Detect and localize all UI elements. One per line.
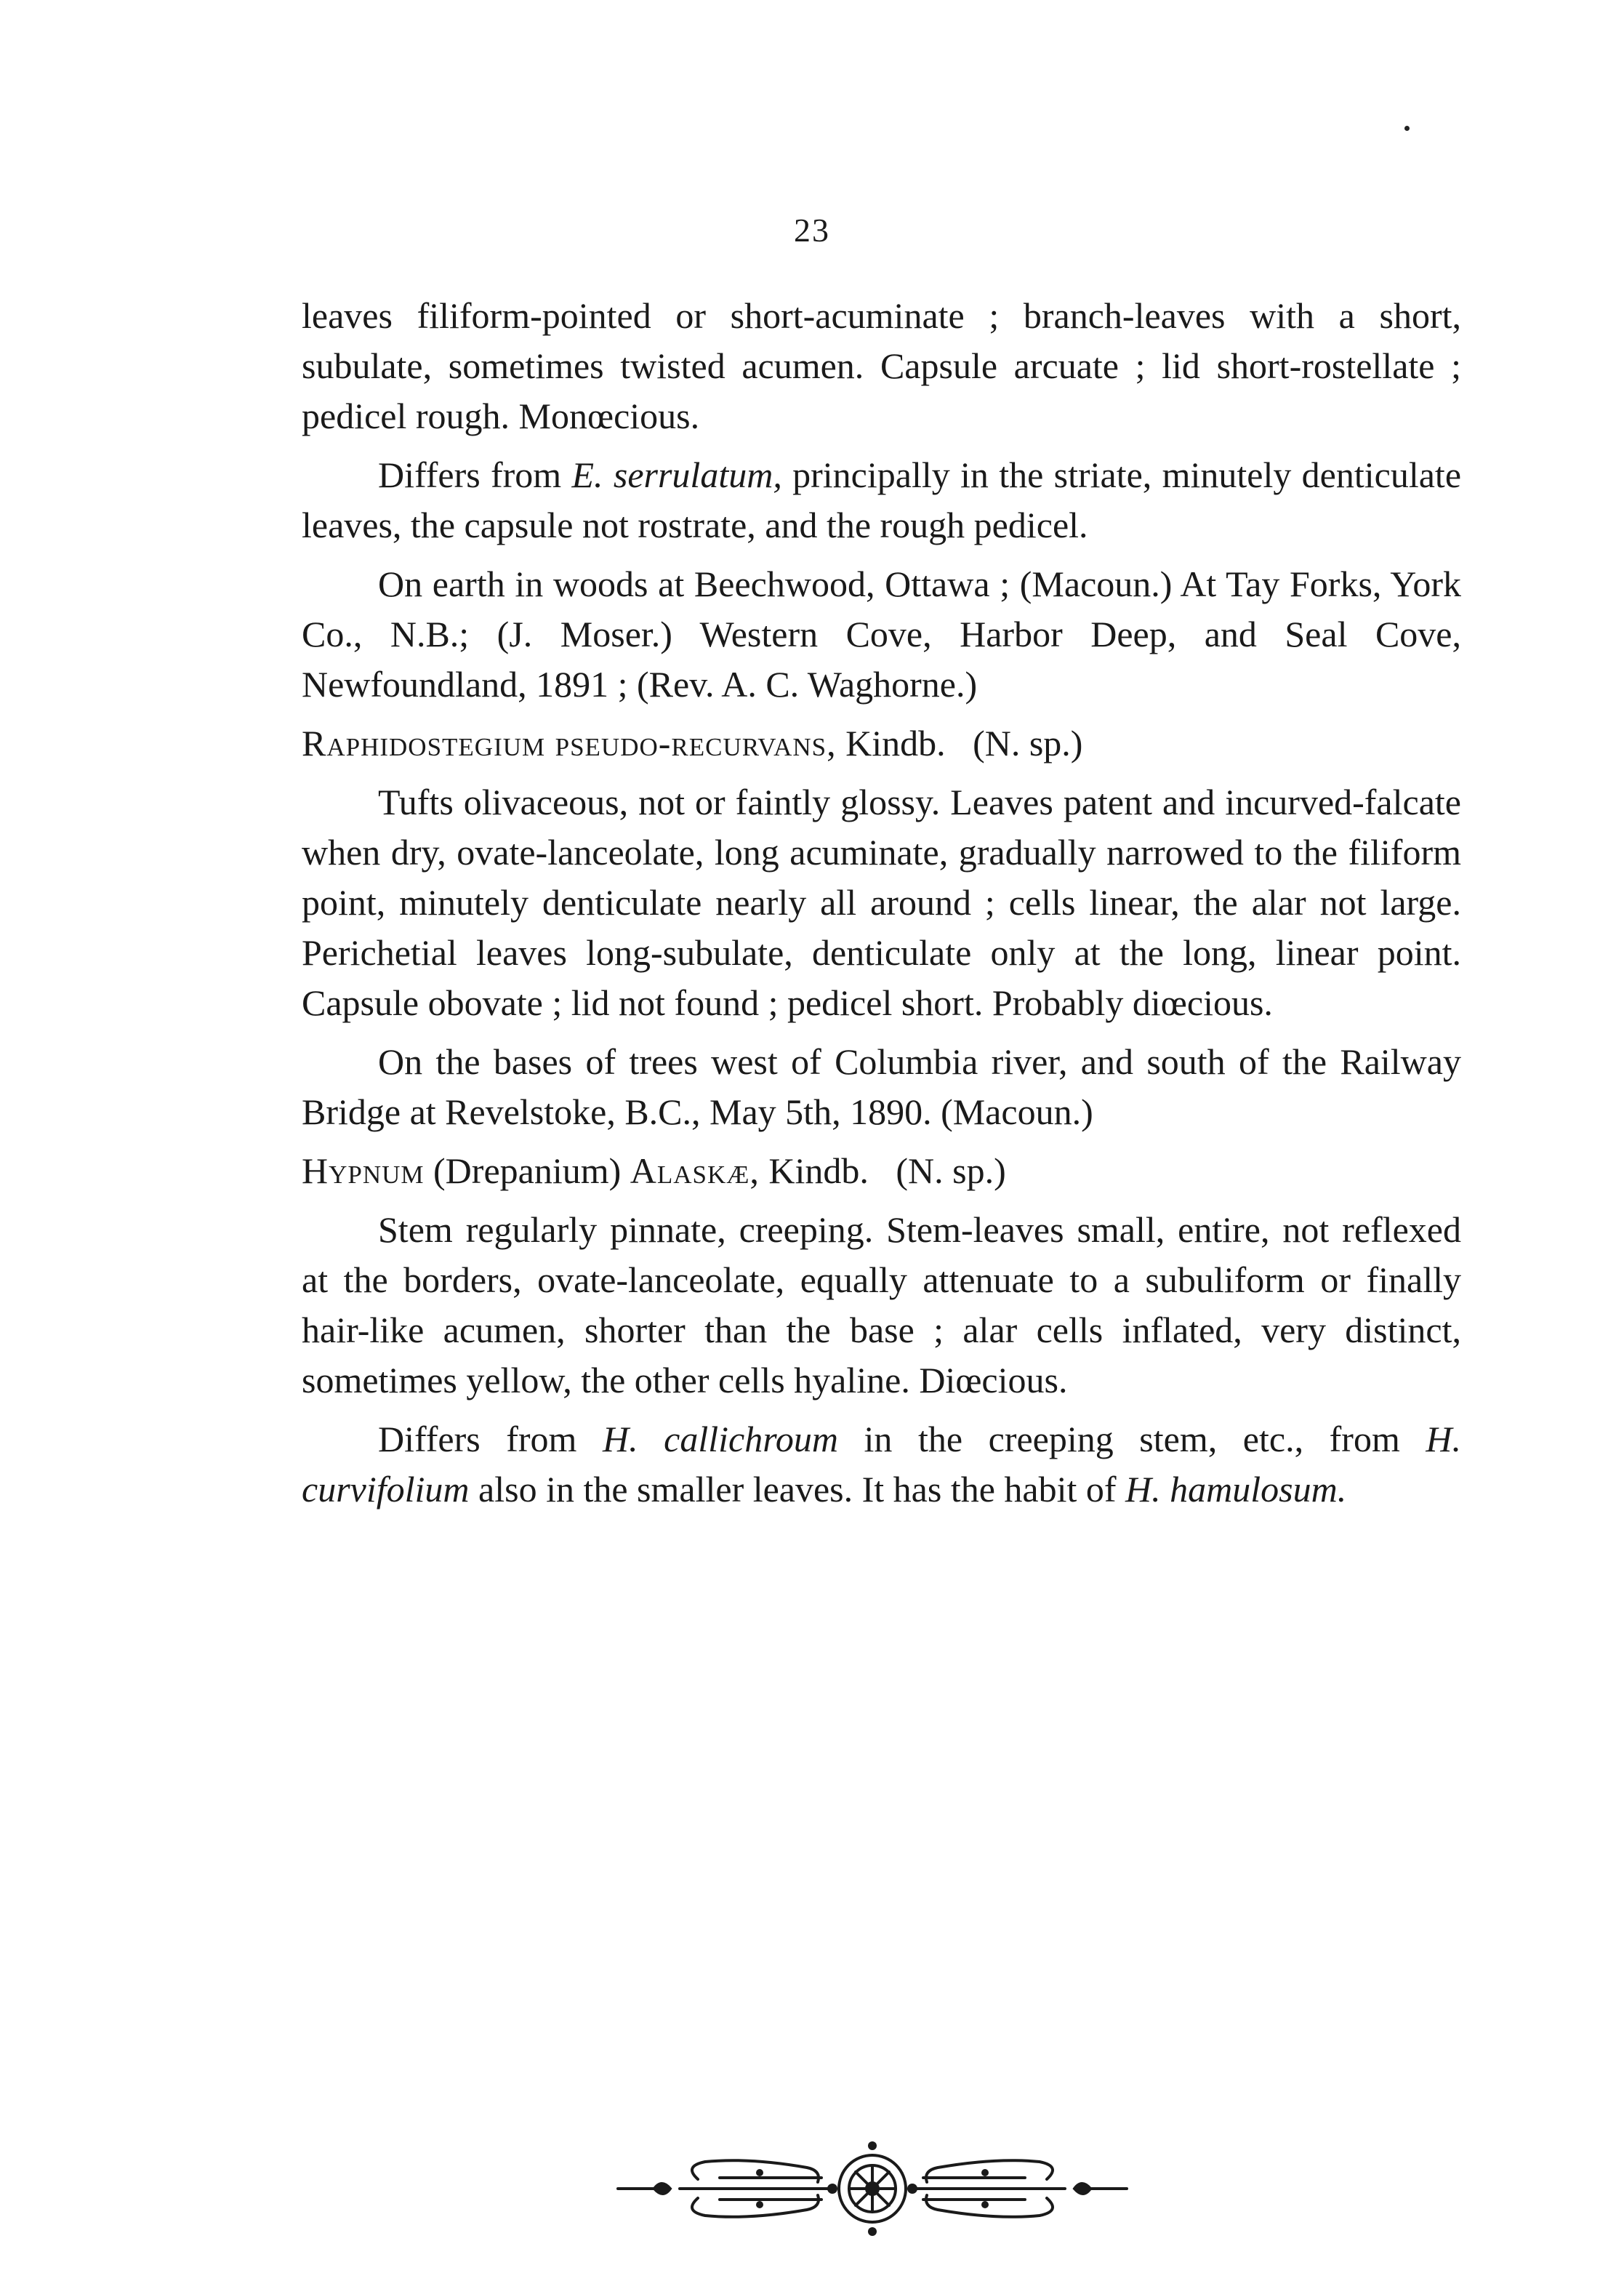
species-name-italic: H. curvifolium [302,1419,1462,1510]
paragraph-description-continued: leaves filiform-pointed or short-acuminate ; branch-leaves with a short, subulate, sometimes twisted acumen. Capsule arcuate ; lid short-rostellate ; pedicel rough. Monœcious. [302,295,1461,436]
paragraph-differs-from-serrulatum [302,450,1461,550]
species-note: (N. sp.) [945,723,1083,763]
paragraph-raphidostegium-description: Tufts olivaceous, not or faintly glossy. Leaves patent and incurved-falcate when dry, ovate-lanceolate, long acuminate, gradually narrowed to the filiform point, minutely denticulate nearly all around ; cells linear, the alar not large. Perichetial leaves long-subulate, denticulate only at the long, linear point. Capsule obovate ; lid not found ; pedicel short. Probably diœcious. [302,782,1461,1023]
stray-dot [1404,126,1410,131]
species-name-italic: H. callichroum [603,1419,838,1459]
species-name-italic: H. hamulosum. [1125,1469,1347,1510]
paragraph-closing-comparison [302,1414,1461,1515]
paragraph-text: principally in the striate, minutely denticulate leaves, the capsule not rostrate, and the rough pedicel. [302,454,1462,545]
paragraph-hypnum-description: Stem regularly pinnate, creeping. Stem-leaves small, entire, not reflexed at the borders, ovate-lanceolate, equally attenuate to a subuliform or finally hair-like acumen, shorter than the base ; alar cells inflated, very distinct, sometimes yellow, the other cells hyaline. Diœcious. [302,1209,1461,1400]
paragraph-raphidostegium-locality: On the bases of trees west of Columbia river, and south of the Railway Bridge at Revelstoke, B.C., May 5th, 1890. (Macoun.) [302,1041,1461,1132]
species-heading-raphidostegium [302,718,1461,769]
species-name-italic: E. serrulatum, [571,454,782,495]
species-name: Alaskæ, [630,1150,760,1191]
species-name: Raphidostegium pseudo-recurvans, [302,723,837,763]
species-author: Kindb. [836,723,946,763]
paragraph-text: Differs from [378,1419,603,1459]
species-note: (N. sp.) [868,1150,1006,1191]
species-heading-hypnum [302,1146,1461,1196]
page-number: 23 [794,212,830,249]
paragraph-text: in the creeping stem, etc., from [837,1419,1426,1459]
decorative-ornament-icon [611,2134,1134,2243]
text-block [302,291,1461,1523]
paragraph-text: also in the smaller leaves. It has the habit of [469,1469,1126,1510]
species-author: Kindb. [759,1150,869,1191]
subgenus-name: (Drepanium) [424,1150,630,1191]
genus-name: Hypnum [302,1150,425,1191]
paragraph-text: Differs from [378,454,572,495]
paragraph-localities: On earth in woods at Beechwood, Ottawa ; (Macoun.) At Tay Forks, York Co., N.B.; (J. Moser.) Western Cove, Harbor Deep, and Seal Cove, Newfoundland, 1891 ; (Rev. A. C. Waghorne.) [302,564,1461,705]
